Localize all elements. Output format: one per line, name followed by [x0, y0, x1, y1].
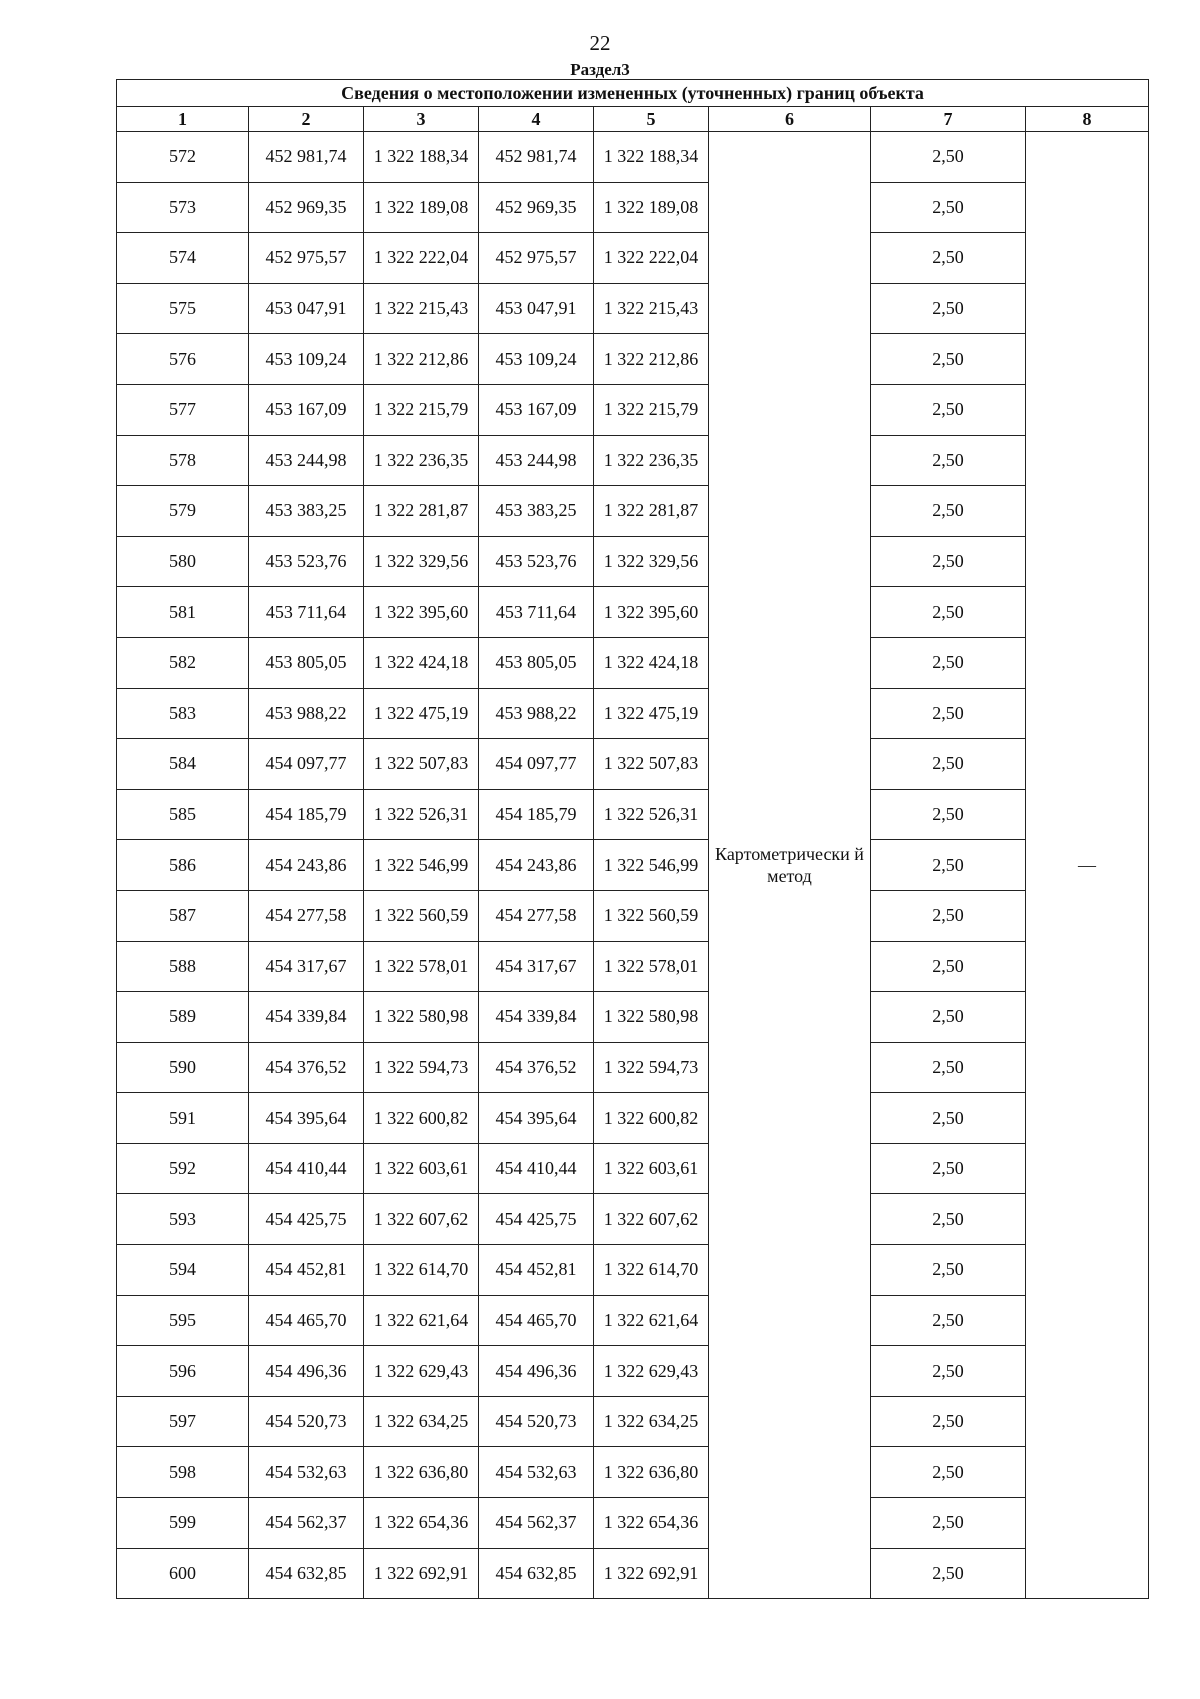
table-row [117, 739, 1149, 790]
table-row [117, 536, 1149, 587]
x-new-cell: 453 711,64 [479, 587, 594, 638]
x-old-cell: 453 244,98 [249, 435, 364, 486]
point-number-cell: 585 [117, 789, 249, 840]
y-old-cell: 1 322 526,31 [364, 789, 479, 840]
accuracy-cell: 2,50 [871, 132, 1026, 183]
y-old-cell: 1 322 215,79 [364, 384, 479, 435]
point-number-cell: 577 [117, 384, 249, 435]
y-old-cell: 1 322 212,86 [364, 334, 479, 385]
y-new-cell: 1 322 578,01 [594, 941, 709, 992]
point-number-cell: 586 [117, 840, 249, 891]
y-new-cell: 1 322 607,62 [594, 1194, 709, 1245]
table-row [117, 637, 1149, 688]
point-number-cell: 579 [117, 486, 249, 537]
y-new-cell: 1 322 621,64 [594, 1295, 709, 1346]
y-old-cell: 1 322 594,73 [364, 1042, 479, 1093]
accuracy-cell: 2,50 [871, 587, 1026, 638]
x-new-cell: 454 317,67 [479, 941, 594, 992]
accuracy-cell: 2,50 [871, 992, 1026, 1043]
y-old-cell: 1 322 614,70 [364, 1245, 479, 1296]
point-number-cell: 599 [117, 1498, 249, 1549]
table-row [117, 1295, 1149, 1346]
table-row [117, 334, 1149, 385]
x-old-cell: 454 425,75 [249, 1194, 364, 1245]
x-old-cell: 454 452,81 [249, 1245, 364, 1296]
table-row [117, 890, 1149, 941]
point-number-cell: 591 [117, 1093, 249, 1144]
point-number-cell: 596 [117, 1346, 249, 1397]
y-new-cell: 1 322 546,99 [594, 840, 709, 891]
y-old-cell: 1 322 578,01 [364, 941, 479, 992]
point-number-cell: 581 [117, 587, 249, 638]
column-number-6: 6 [709, 107, 871, 132]
accuracy-cell: 2,50 [871, 182, 1026, 233]
x-new-cell: 454 562,37 [479, 1498, 594, 1549]
x-new-cell: 452 981,74 [479, 132, 594, 183]
table-row [117, 1093, 1149, 1144]
table-row [117, 1245, 1149, 1296]
table-row [117, 1143, 1149, 1194]
table-row [117, 486, 1149, 537]
column-number-2: 2 [249, 107, 364, 132]
x-old-cell: 454 632,85 [249, 1548, 364, 1599]
x-new-cell: 454 277,58 [479, 890, 594, 941]
point-number-cell: 593 [117, 1194, 249, 1245]
x-old-cell: 454 532,63 [249, 1447, 364, 1498]
y-old-cell: 1 322 654,36 [364, 1498, 479, 1549]
x-old-cell: 452 969,35 [249, 182, 364, 233]
y-new-cell: 1 322 634,25 [594, 1396, 709, 1447]
point-number-cell: 590 [117, 1042, 249, 1093]
x-old-cell: 453 805,05 [249, 637, 364, 688]
x-new-cell: 453 047,91 [479, 283, 594, 334]
column-number-5: 5 [594, 107, 709, 132]
point-number-cell: 580 [117, 536, 249, 587]
table-caption-row [117, 80, 1149, 107]
y-new-cell: 1 322 212,86 [594, 334, 709, 385]
x-old-cell: 453 167,09 [249, 384, 364, 435]
x-new-cell: 453 523,76 [479, 536, 594, 587]
accuracy-cell: 2,50 [871, 1295, 1026, 1346]
table-body [117, 132, 1149, 1599]
y-old-cell: 1 322 424,18 [364, 637, 479, 688]
y-new-cell: 1 322 629,43 [594, 1346, 709, 1397]
accuracy-cell: 2,50 [871, 1548, 1026, 1599]
y-new-cell: 1 322 215,43 [594, 283, 709, 334]
x-old-cell: 454 185,79 [249, 789, 364, 840]
y-old-cell: 1 322 580,98 [364, 992, 479, 1043]
table-row [117, 1498, 1149, 1549]
y-new-cell: 1 322 329,56 [594, 536, 709, 587]
y-old-cell: 1 322 189,08 [364, 182, 479, 233]
column-number-4: 4 [479, 107, 594, 132]
table-row [117, 1396, 1149, 1447]
table-caption: Сведения о местоположении измененных (уточненных) границ объекта [117, 80, 1149, 107]
y-old-cell: 1 322 629,43 [364, 1346, 479, 1397]
x-new-cell: 454 410,44 [479, 1143, 594, 1194]
table-row [117, 233, 1149, 284]
x-new-cell: 453 988,22 [479, 688, 594, 739]
y-new-cell: 1 322 580,98 [594, 992, 709, 1043]
x-old-cell: 454 339,84 [249, 992, 364, 1043]
y-new-cell: 1 322 600,82 [594, 1093, 709, 1144]
point-number-cell: 582 [117, 637, 249, 688]
column-number-3: 3 [364, 107, 479, 132]
table-row [117, 587, 1149, 638]
y-new-cell: 1 322 614,70 [594, 1245, 709, 1296]
point-number-cell: 592 [117, 1143, 249, 1194]
x-old-cell: 454 277,58 [249, 890, 364, 941]
accuracy-cell: 2,50 [871, 941, 1026, 992]
accuracy-cell: 2,50 [871, 789, 1026, 840]
y-old-cell: 1 322 600,82 [364, 1093, 479, 1144]
x-new-cell: 454 097,77 [479, 739, 594, 790]
x-new-cell: 453 244,98 [479, 435, 594, 486]
accuracy-cell: 2,50 [871, 1245, 1026, 1296]
x-new-cell: 453 383,25 [479, 486, 594, 537]
accuracy-cell: 2,50 [871, 283, 1026, 334]
x-new-cell: 453 805,05 [479, 637, 594, 688]
table-row [117, 941, 1149, 992]
table-row [117, 1346, 1149, 1397]
accuracy-cell: 2,50 [871, 840, 1026, 891]
x-new-cell: 454 185,79 [479, 789, 594, 840]
x-new-cell: 454 465,70 [479, 1295, 594, 1346]
x-new-cell: 454 496,36 [479, 1346, 594, 1397]
x-new-cell: 453 109,24 [479, 334, 594, 385]
y-new-cell: 1 322 507,83 [594, 739, 709, 790]
column-number-7: 7 [871, 107, 1026, 132]
accuracy-cell: 2,50 [871, 1498, 1026, 1549]
x-new-cell: 454 395,64 [479, 1093, 594, 1144]
accuracy-cell: 2,50 [871, 334, 1026, 385]
x-old-cell: 454 520,73 [249, 1396, 364, 1447]
table-row [117, 992, 1149, 1043]
y-new-cell: 1 322 424,18 [594, 637, 709, 688]
point-number-cell: 595 [117, 1295, 249, 1346]
point-number-cell: 583 [117, 688, 249, 739]
x-old-cell: 452 975,57 [249, 233, 364, 284]
table-row [117, 384, 1149, 435]
y-new-cell: 1 322 560,59 [594, 890, 709, 941]
x-new-cell: 454 532,63 [479, 1447, 594, 1498]
table-row [117, 688, 1149, 739]
x-old-cell: 453 047,91 [249, 283, 364, 334]
x-new-cell: 454 425,75 [479, 1194, 594, 1245]
note-cell: — [1026, 132, 1149, 1599]
y-old-cell: 1 322 395,60 [364, 587, 479, 638]
y-old-cell: 1 322 603,61 [364, 1143, 479, 1194]
table-row [117, 1447, 1149, 1498]
y-old-cell: 1 322 621,64 [364, 1295, 479, 1346]
x-old-cell: 454 376,52 [249, 1042, 364, 1093]
accuracy-cell: 2,50 [871, 637, 1026, 688]
accuracy-cell: 2,50 [871, 384, 1026, 435]
y-old-cell: 1 322 222,04 [364, 233, 479, 284]
table-row [117, 1194, 1149, 1245]
point-number-cell: 572 [117, 132, 249, 183]
accuracy-cell: 2,50 [871, 688, 1026, 739]
y-old-cell: 1 322 546,99 [364, 840, 479, 891]
accuracy-cell: 2,50 [871, 1447, 1026, 1498]
x-old-cell: 454 410,44 [249, 1143, 364, 1194]
column-number-row [117, 107, 1149, 132]
accuracy-cell: 2,50 [871, 233, 1026, 284]
y-old-cell: 1 322 188,34 [364, 132, 479, 183]
x-old-cell: 454 562,37 [249, 1498, 364, 1549]
y-new-cell: 1 322 692,91 [594, 1548, 709, 1599]
column-number-1: 1 [117, 107, 249, 132]
point-number-cell: 574 [117, 233, 249, 284]
y-old-cell: 1 322 560,59 [364, 890, 479, 941]
y-new-cell: 1 322 281,87 [594, 486, 709, 537]
point-number-cell: 587 [117, 890, 249, 941]
point-number-cell: 589 [117, 992, 249, 1043]
x-old-cell: 454 317,67 [249, 941, 364, 992]
point-number-cell: 600 [117, 1548, 249, 1599]
x-old-cell: 453 988,22 [249, 688, 364, 739]
point-number-cell: 588 [117, 941, 249, 992]
x-old-cell: 453 383,25 [249, 486, 364, 537]
table-row [117, 840, 1149, 891]
accuracy-cell: 2,50 [871, 435, 1026, 486]
section-title: Раздел3 [570, 60, 630, 79]
table-row [117, 283, 1149, 334]
accuracy-cell: 2,50 [871, 1346, 1026, 1397]
y-new-cell: 1 322 594,73 [594, 1042, 709, 1093]
y-new-cell: 1 322 236,35 [594, 435, 709, 486]
x-new-cell: 453 167,09 [479, 384, 594, 435]
accuracy-cell: 2,50 [871, 1143, 1026, 1194]
y-old-cell: 1 322 329,56 [364, 536, 479, 587]
x-old-cell: 454 496,36 [249, 1346, 364, 1397]
point-number-cell: 597 [117, 1396, 249, 1447]
y-new-cell: 1 322 395,60 [594, 587, 709, 638]
x-old-cell: 453 109,24 [249, 334, 364, 385]
y-old-cell: 1 322 607,62 [364, 1194, 479, 1245]
y-new-cell: 1 322 654,36 [594, 1498, 709, 1549]
x-new-cell: 454 243,86 [479, 840, 594, 891]
y-new-cell: 1 322 215,79 [594, 384, 709, 435]
x-new-cell: 452 969,35 [479, 182, 594, 233]
point-number-cell: 576 [117, 334, 249, 385]
y-old-cell: 1 322 507,83 [364, 739, 479, 790]
x-old-cell: 453 711,64 [249, 587, 364, 638]
accuracy-cell: 2,50 [871, 1194, 1026, 1245]
point-number-cell: 573 [117, 182, 249, 233]
accuracy-cell: 2,50 [871, 486, 1026, 537]
y-old-cell: 1 322 236,35 [364, 435, 479, 486]
y-old-cell: 1 322 281,87 [364, 486, 479, 537]
x-new-cell: 454 632,85 [479, 1548, 594, 1599]
accuracy-cell: 2,50 [871, 1093, 1026, 1144]
y-new-cell: 1 322 526,31 [594, 789, 709, 840]
y-old-cell: 1 322 634,25 [364, 1396, 479, 1447]
y-old-cell: 1 322 215,43 [364, 283, 479, 334]
y-new-cell: 1 322 222,04 [594, 233, 709, 284]
y-new-cell: 1 322 475,19 [594, 688, 709, 739]
page-number: 22 [589, 31, 611, 55]
method-cell: Картометрически й метод [709, 132, 871, 1599]
x-old-cell: 452 981,74 [249, 132, 364, 183]
point-number-cell: 575 [117, 283, 249, 334]
point-number-cell: 584 [117, 739, 249, 790]
table-row [117, 132, 1149, 183]
x-old-cell: 454 465,70 [249, 1295, 364, 1346]
point-number-cell: 578 [117, 435, 249, 486]
x-old-cell: 454 243,86 [249, 840, 364, 891]
table-row [117, 182, 1149, 233]
table-row [117, 1042, 1149, 1093]
y-old-cell: 1 322 475,19 [364, 688, 479, 739]
accuracy-cell: 2,50 [871, 739, 1026, 790]
x-old-cell: 453 523,76 [249, 536, 364, 587]
y-old-cell: 1 322 692,91 [364, 1548, 479, 1599]
table-row [117, 1548, 1149, 1599]
coordinates-table [116, 79, 1149, 1599]
column-number-8: 8 [1026, 107, 1149, 132]
y-new-cell: 1 322 636,80 [594, 1447, 709, 1498]
y-new-cell: 1 322 603,61 [594, 1143, 709, 1194]
y-new-cell: 1 322 188,34 [594, 132, 709, 183]
x-new-cell: 454 339,84 [479, 992, 594, 1043]
accuracy-cell: 2,50 [871, 536, 1026, 587]
accuracy-cell: 2,50 [871, 1396, 1026, 1447]
point-number-cell: 594 [117, 1245, 249, 1296]
accuracy-cell: 2,50 [871, 890, 1026, 941]
x-new-cell: 452 975,57 [479, 233, 594, 284]
x-new-cell: 454 520,73 [479, 1396, 594, 1447]
x-old-cell: 454 395,64 [249, 1093, 364, 1144]
point-number-cell: 598 [117, 1447, 249, 1498]
accuracy-cell: 2,50 [871, 1042, 1026, 1093]
y-new-cell: 1 322 189,08 [594, 182, 709, 233]
y-old-cell: 1 322 636,80 [364, 1447, 479, 1498]
x-new-cell: 454 376,52 [479, 1042, 594, 1093]
table-row [117, 789, 1149, 840]
table-row [117, 435, 1149, 486]
x-old-cell: 454 097,77 [249, 739, 364, 790]
x-new-cell: 454 452,81 [479, 1245, 594, 1296]
